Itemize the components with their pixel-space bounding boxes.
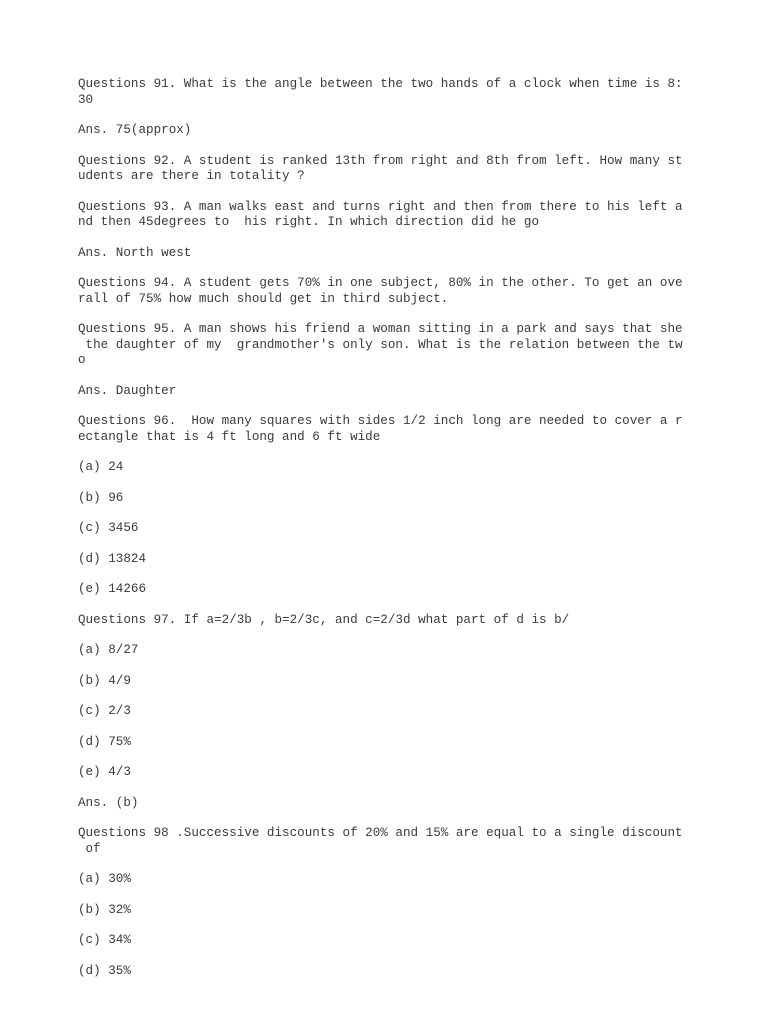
text-line: udents are there in totality ? [78,169,305,183]
option-97-b [78,674,698,690]
text-line: Questions 94. A student gets 70% in one subject, 80% in the other. To get an ove [78,276,683,290]
text-line: 30 [78,92,94,107]
text-line: o [78,353,86,367]
text-line: Ans. 75(approx) [78,123,192,137]
question-92-text [78,154,698,185]
text-line: Questions 92. A student is ranked 13th from right and 8th from left. How many st [78,153,683,168]
option-97-e [78,765,698,781]
answer-95-text [78,384,698,400]
question-98-text [78,826,698,857]
option-96-d [78,552,698,568]
question-93-text [78,200,698,231]
text-line: (c) 34% [78,933,131,947]
text-line: (e) 4/3 [78,765,131,779]
text-line: the daughter of my grandmother's only son. What is the relation between the tw [78,337,683,352]
text-line: (d) 75% [78,734,131,749]
option-98-a [78,872,698,888]
text-line: (a) 24 [78,460,124,474]
option-97-a [78,643,698,659]
text-line: of [78,841,101,856]
answer-91-text [78,123,698,139]
option-98-b [78,903,698,919]
text-line: (b) 96 [78,490,124,505]
answer-93-text [78,246,698,262]
text-line: (a) 8/27 [78,643,139,657]
text-line: Questions 95. A man shows his friend a woman sitting in a park and says that she [78,322,683,336]
text-line: (e) 14266 [78,582,147,596]
text-line: Questions 96. How many squares with sides 1/2 inch long are needed to cover a r [78,414,683,428]
text-line: rall of 75% how much should get in third subject. [78,291,449,306]
text-line: (b) 32% [78,902,131,917]
option-97-c [78,704,698,720]
option-96-a [78,460,698,476]
option-96-c [78,521,698,537]
question-97-text [78,613,698,629]
text-line: (a) 30% [78,872,131,886]
answer-97-text [78,796,698,812]
question-91-text [78,77,698,108]
text-line: Questions 91. What is the angle between the two hands of a clock when time is 8: [78,77,683,91]
question-96-text [78,414,698,445]
question-94-text [78,276,698,307]
document-page [78,77,698,994]
text-line: Questions 98 .Successive discounts of 20% and 15% are equal to a single discount [78,826,683,840]
text-line: (d) 35% [78,963,131,978]
question-95-text [78,322,698,369]
option-97-d [78,735,698,751]
text-line: nd then 45degrees to his right. In which direction did he go [78,215,540,229]
option-98-c [78,933,698,949]
text-line: (d) 13824 [78,551,147,566]
text-line: Ans. (b) [78,795,139,810]
option-96-e [78,582,698,598]
text-line: Ans. North west [78,245,192,260]
option-96-b [78,491,698,507]
text-line: (c) 2/3 [78,704,131,718]
text-line: ectangle that is 4 ft long and 6 ft wide [78,429,381,444]
text-line: Ans. Daughter [78,383,177,398]
text-line: Questions 93. A man walks east and turns right and then from there to his left a [78,199,683,214]
option-98-d [78,964,698,980]
text-line: Questions 97. If a=2/3b , b=2/3c, and c=2/3d what part of d is b/ [78,612,570,627]
text-line: (b) 4/9 [78,673,131,688]
text-line: (c) 3456 [78,521,139,535]
